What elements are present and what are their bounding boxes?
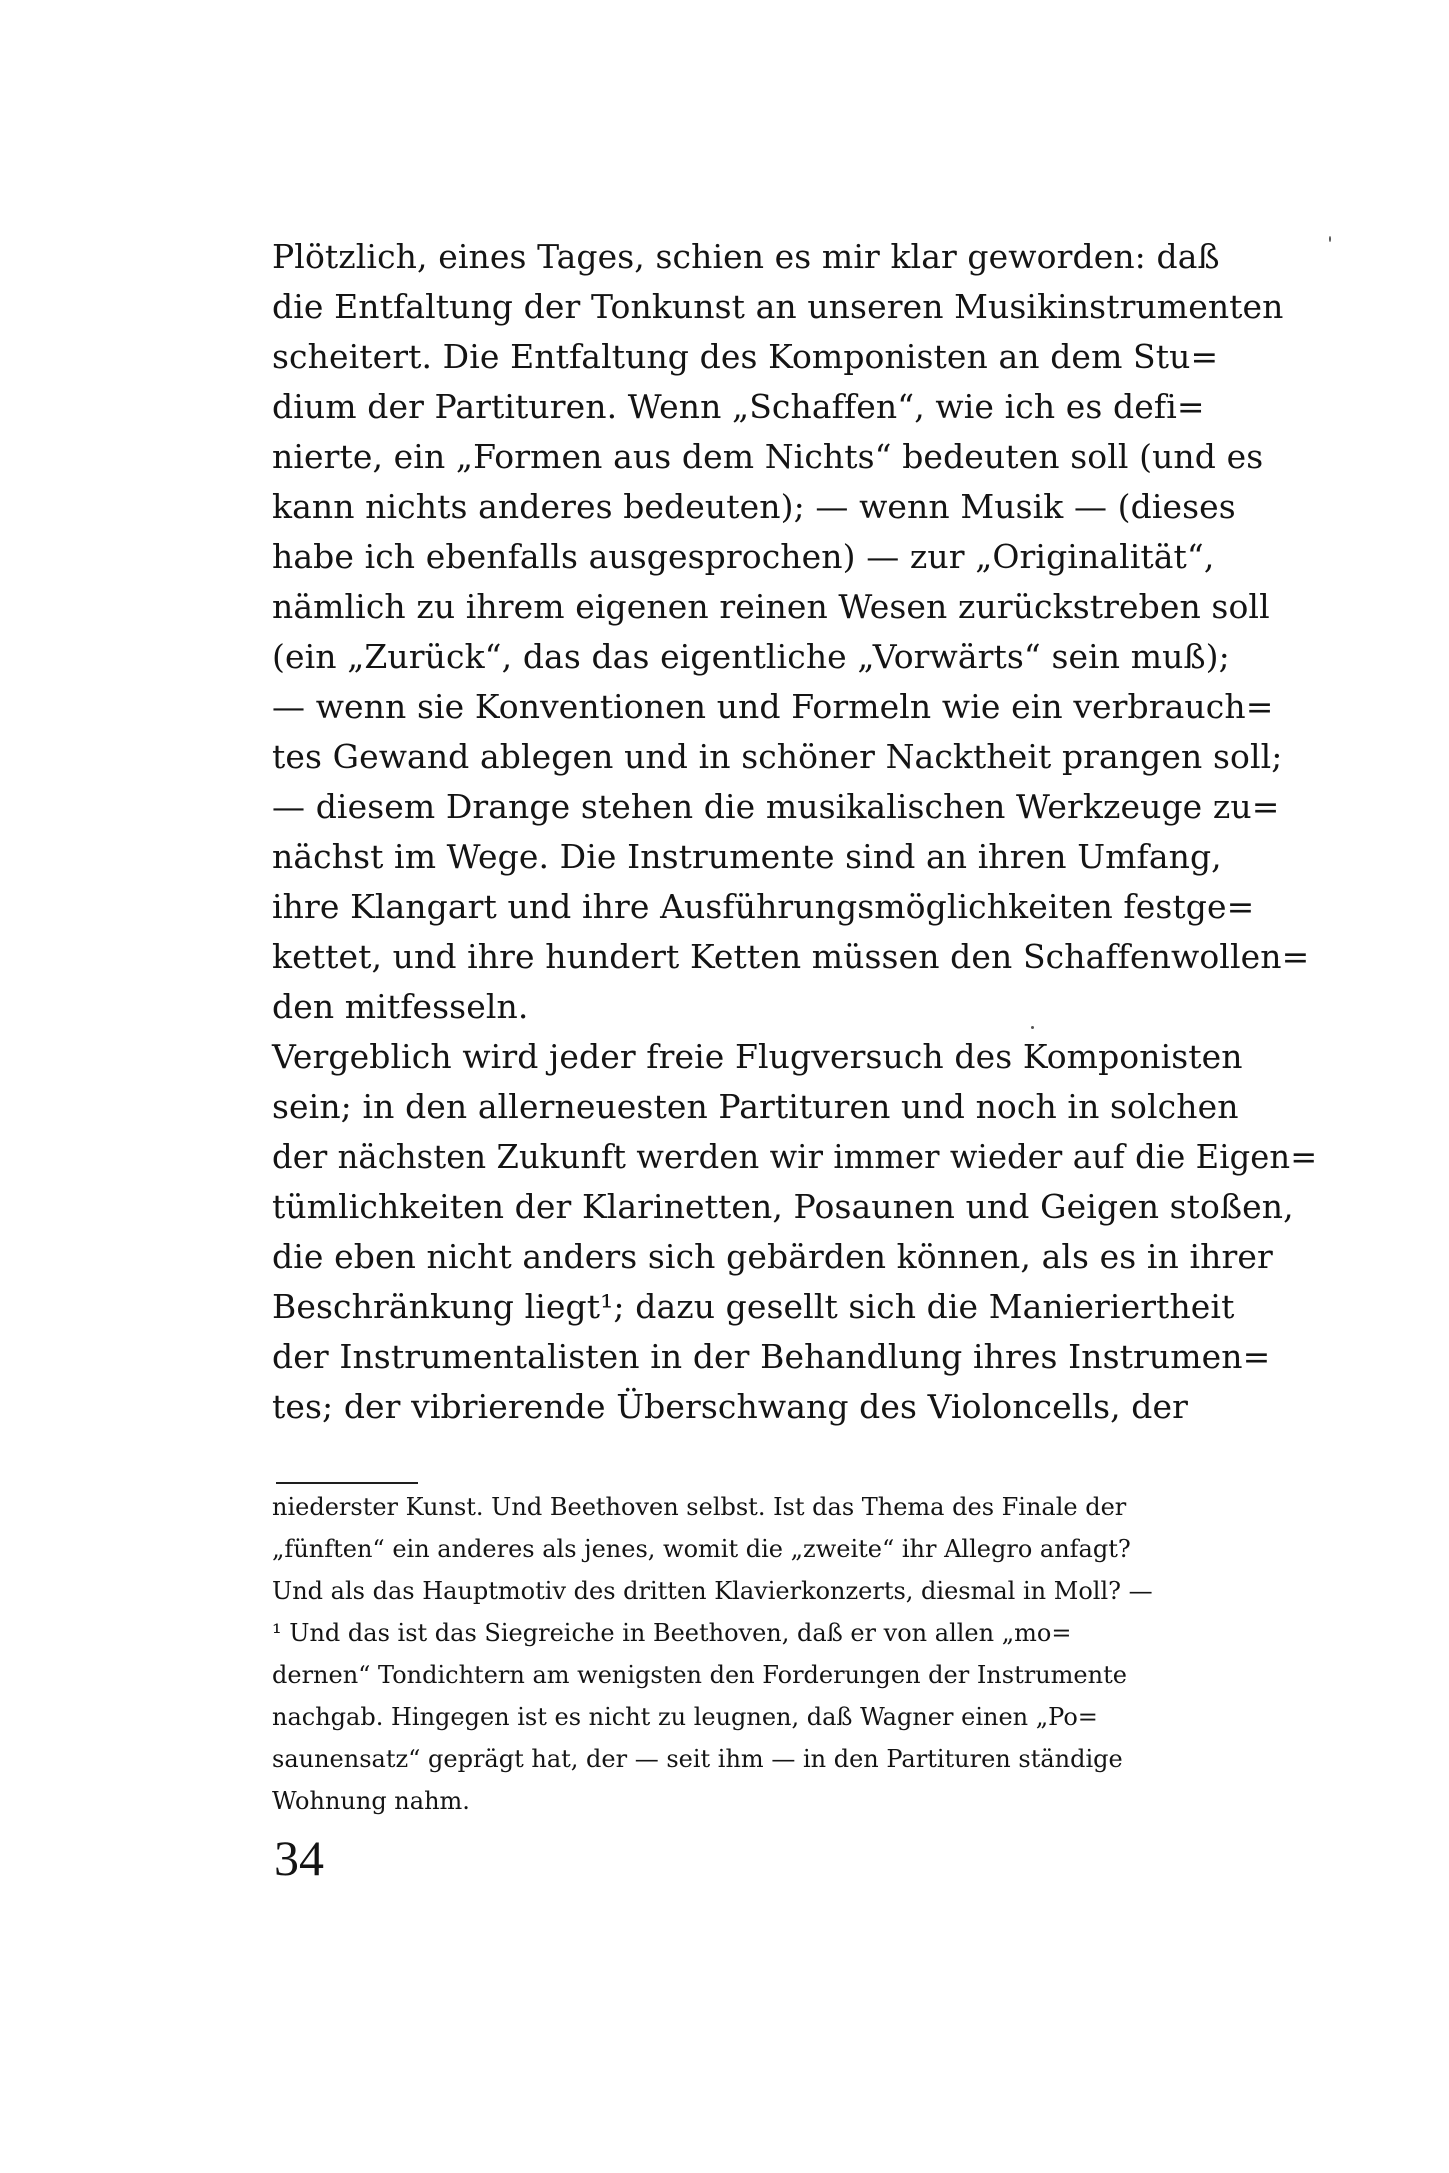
text-line: Beschränkung liegt¹; dazu gesellt sich die Manieriertheit bbox=[272, 1287, 1235, 1326]
footnote-line: „fünften“ ein anderes als jenes, womit die „zweite“ ihr Allegro anfagt? bbox=[272, 1535, 1131, 1563]
text-line: Plötzlich, eines Tages, schien es mir klar geworden: daß bbox=[272, 237, 1220, 276]
text-line: der nächsten Zukunft werden wir immer wieder auf die Eigen= bbox=[272, 1137, 1318, 1176]
text-line: (ein „Zurück“, das das eigentliche „Vorwärts“ sein muß); bbox=[272, 637, 1230, 676]
text-line: nämlich zu ihrem eigenen reinen Wesen zurückstreben soll bbox=[272, 587, 1270, 626]
text-line: — wenn sie Konventionen und Formeln wie ein verbrauch= bbox=[272, 687, 1274, 726]
text-line: der Instrumentalisten in der Behandlung ihres Instrumen= bbox=[272, 1337, 1271, 1376]
text-line: dium der Partituren. Wenn „Schaffen“, wie ich es defi= bbox=[272, 387, 1205, 426]
text-line: — diesem Drange stehen die musikalischen Werkzeuge zu= bbox=[272, 787, 1280, 826]
footnote-line: Wohnung nahm. bbox=[272, 1787, 470, 1815]
text-line: nächst im Wege. Die Instrumente sind an ihren Umfang, bbox=[272, 837, 1222, 876]
text-line: tümlichkeiten der Klarinetten, Posaunen und Geigen stoßen, bbox=[272, 1187, 1294, 1226]
text-line: habe ich ebenfalls ausgesprochen) — zur „Originalität“, bbox=[272, 537, 1215, 576]
text-line: kann nichts anderes bedeuten); — wenn Musik — (dieses bbox=[272, 487, 1236, 526]
text-line: Vergeblich wird jeder freie Flugversuch des Komponisten bbox=[272, 1037, 1243, 1076]
text-line: ihre Klangart und ihre Ausführungsmöglichkeiten festge= bbox=[272, 887, 1255, 926]
text-line: nierte, ein „Formen aus dem Nichts“ bedeuten soll (und es bbox=[272, 437, 1264, 476]
footnote-separator bbox=[276, 1482, 418, 1484]
text-line: tes Gewand ablegen und in schöner Nacktheit prangen soll; bbox=[272, 737, 1283, 776]
text-line: kettet, und ihre hundert Ketten müssen den Schaffenwollen= bbox=[272, 937, 1310, 976]
main-text bbox=[272, 232, 1317, 1432]
text-line: scheitert. Die Entfaltung des Komponisten an dem Stu= bbox=[272, 337, 1219, 376]
paper-speck bbox=[1329, 236, 1331, 242]
footnote-line: nachgab. Hingegen ist es nicht zu leugnen, daß Wagner einen „Po= bbox=[272, 1703, 1098, 1731]
footnotes bbox=[272, 1486, 1317, 1822]
footnote-line: Und als das Hauptmotiv des dritten Klavierkonzerts, diesmal in Moll? — bbox=[272, 1577, 1153, 1605]
footnote-line: niederster Kunst. Und Beethoven selbst. Ist das Thema des Finale der bbox=[272, 1493, 1127, 1521]
footnote-line: dernen“ Tondichtern am wenigsten den Forderungen der Instrumente bbox=[272, 1661, 1127, 1689]
paper-speck bbox=[1031, 1026, 1034, 1029]
footnote-line: saunensatz“ geprägt hat, der — seit ihm — in den Partituren ständige bbox=[272, 1745, 1123, 1773]
text-line: tes; der vibrierende Überschwang des Violoncells, der bbox=[272, 1387, 1189, 1426]
page-number: 34 bbox=[274, 1830, 324, 1886]
text-line: den mitfesseln. bbox=[272, 987, 529, 1026]
text-line: sein; in den allerneuesten Partituren und noch in solchen bbox=[272, 1087, 1239, 1126]
text-line: die Entfaltung der Tonkunst an unseren Musikinstrumenten bbox=[272, 287, 1284, 326]
footnote-line: ¹ Und das ist das Siegreiche in Beethoven, daß er von allen „mo= bbox=[272, 1619, 1072, 1647]
text-line: die eben nicht anders sich gebärden können, als es in ihrer bbox=[272, 1237, 1273, 1276]
